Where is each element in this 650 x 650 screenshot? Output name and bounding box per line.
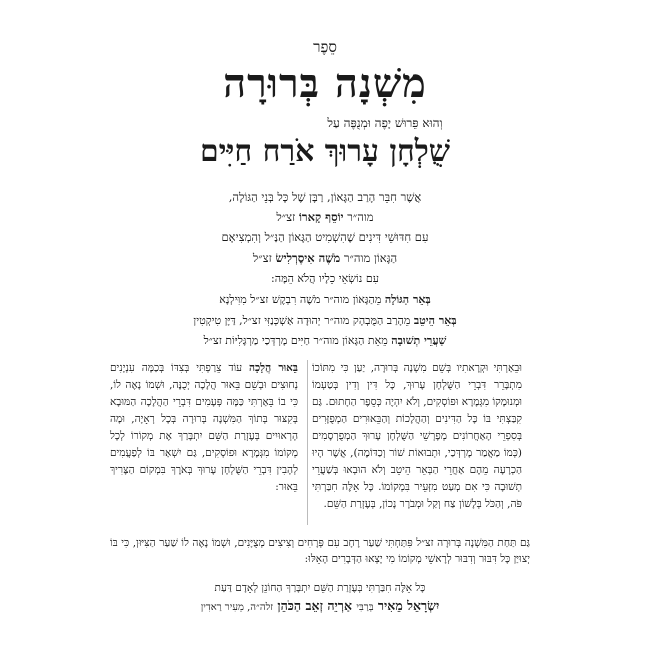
book-title: מִשְׁנָה בְּרוּרָה	[223, 60, 427, 107]
author-line-3: עִם חִדּוּשֵׁי דִּינִים שֶׁהִשְׁמִיט הַגָּאוֹן הַנַּ״ל וְהִמְצִיאָם	[221, 230, 429, 244]
author-line-2	[0, 210, 650, 224]
biur-halacha-label: בֵּאוּר הֲלָכָה	[249, 362, 298, 374]
intro-paragraph-left	[110, 360, 298, 496]
signature-mid: בְּרַבִּי	[356, 602, 374, 613]
shaar-hatziyun-paragraph: גַּם תַּחַת הַמִּשְׁנָה בְּרוּרָה זצ״ל פִּתַּחְתִּי שַׁעַר רָחָב עִם פְּרָחִים וְצִיצִים מְצֻיָּנִים, וּשְׁמוֹ נָאֶה לוֹ שַׁעַר הַצִּיּוּן, כִּי בּוֹ יְצוּיַּן כָּל דִּבּוּר וְדִבּוּר לְרָאשֵׁי מְקוֹמוֹ מִי יָצְאוּ הַדְּבָרִים הָאֵלּוּ:	[110, 537, 530, 565]
rema-suffix: זצ״ל	[252, 251, 272, 265]
commentary-author-2: מֵהָרַב הַמֻּבְהָק מוה״ר יְהוּדָה אַשְׁכְּנַזִּי זצ״ל, דַּיָּן טִיקְטִין	[193, 314, 411, 327]
closing-line: כָּל אֵלֶּה חִבַּרְתִּי בְּעֶזְרַת הַשֵּׁם יִתְבָּרַךְ הַחוֹנֵן לְאָדָם דַּעַת	[214, 582, 426, 594]
column-divider	[307, 360, 308, 525]
book-subtitle: וְהוּא פֵּרוּשׁ יָפֶה וּמְנֻפֶּה עַל	[327, 116, 443, 130]
author-signature	[90, 598, 550, 616]
commentary-line-3	[0, 334, 650, 347]
author-line-4	[0, 251, 650, 265]
author-name: יוֹסֵף קָארוֹ	[298, 210, 344, 224]
author-line-5: עִם נוֹשְׂאֵי כֵלָיו הֲלֹא הֵמָּה:	[271, 272, 379, 285]
commentary-author-3: מֵאֵת הַגָּאוֹן מוה״ר חַיִּים מָרְדְּכַי מַרְגָּלִיּוֹת זצ״ל	[203, 334, 388, 347]
signature-name: יִשְׂרָאֵל מֵאִיר	[377, 598, 440, 613]
rema-prefix: הַגָּאוֹן מוה״ר	[343, 251, 398, 265]
commentary-line-1	[0, 293, 650, 306]
author-prefix: מוה״ר	[347, 210, 374, 224]
signature-end: זלה״ה, מֵעִיר רַאדִין	[200, 602, 274, 613]
shulchan-aruch-title: שֻׁלְחָן עָרוּךְ אֹרַח חַיִּים	[199, 134, 451, 169]
biur-halacha-text: עוֹד צֵרַפְתִּי בְּצִדּוֹ בְּכַמָּה עִנְיָנִים נְחוּצִים וּבְשֵׁם בֵּאוּר הֲלָכָה יְכֻנֶּה, וּשְׁמוֹ נָאֶה לוֹ, כִּי בוֹ בֵּאַרְתִּי כַּמָּה פְּעָמִים דִּבְרֵי הַהֲלָכָה הַמּוּבָא בְּקִצּוּר בְּתוֹךְ הַמִּשְׁנָה בְּרוּרָה בְּכָל רְאָיָה, וּמָה הָרְאוּיִים בְּעֶזְרַת הַשֵּׁם יִתְבָּרַךְ אֶת מְקוֹרוֹ לְכָל מְקוֹמוֹ מִגְּמָרָא וּפוֹסְקִים, גַּם יִשְׁאַר בּוֹ לְפַעֲמִים לְהָבִין דִּבְרֵי הַשֻּׁלְחָן עָרוּךְ בְּאֹרֶךְ בִּמְקוֹם הַצָּרִיךְ בֵּאוּר:	[110, 362, 298, 493]
commentary-name-2: בְּאֵר הֵיטֵב	[413, 314, 457, 327]
commentary-name-3: שַׁעֲרֵי תְשׁוּבָה	[391, 334, 447, 347]
commentary-line-2	[0, 314, 650, 327]
sefer-heading: סֵפֶר	[313, 38, 337, 56]
intro-paragraph-right: וּבֵאַרְתִּי וּקְרָאתִיו בְּשֵׁם מִשְׁנָה בְּרוּרָה, יַעַן כִּי מִתּוֹכוֹ מִתְבָּרֵר דִּבְרֵי הַשֻּׁלְחָן עָרוּךְ, כָּל דִּין וְדִין בְּטַעְמוֹ וּמְנוּמָקוֹ מִגְּמָרָא וּפוֹסְקִים, וְלֹא יִהְיֶה כְּסֵפֶר הַחָתוּם. גַּם קִבַּצְתִּי בּוֹ כָּל הַדִּינִים וְהַהֲלָכוֹת וְהַבֵּאוּרִים הַמְפֻזָּרִים בְּסִפְרֵי הָאַחֲרוֹנִים מְפָרְשֵׁי הַשֻּׁלְחָן עָרוּךְ הַמְפֻרְסָמִים (כְּמוֹ מַאֲמַר מָרְדְּכַי, וּתְבוּאוֹת שׁוֹר וְכַדּוֹמֶה), אֲשֶׁר הָיוּ הַכְרָעָה מֵהֶם אַחֲרֵי הַבְּאֵר הֵיטֵב וְלֹא הוּבְאוּ בְּשַׁעֲרֵי תְשׁוּבָה כִּי אִם מְעַט מִזְּעֵיר בִּמְקוֹמוֹ. כָּל אֵלֶּה חִבַּרְתִּי פֹּה, וְהַכֹּל בְּלָשׁוֹן צַח וְקַל וּמְבֹרָר נָכוֹן, בְּעֶזְרַת הַשֵּׁם.	[312, 362, 522, 510]
intro-column-left	[110, 360, 298, 496]
intro-column-right	[312, 360, 522, 513]
commentary-author-1: מֵהַגָּאוֹן מוה״ר מֹשֶׁה רִבְקֶשׁ זצ״ל מִוִּילְנָא	[219, 293, 382, 306]
signature-father: אַרְיֵה זְאֵב הַכֹּהֵן	[277, 598, 352, 613]
commentary-name-1: בְּאֵר הַגּוֹלָה	[384, 293, 431, 306]
author-suffix: זצ״ל	[276, 210, 296, 224]
author-line-1: אֲשֶׁר חִבֵּר הָרַב הַגָּאוֹן, רַבָּן שֶׁל כָּל בְּנֵי הַגּוֹלָה,	[228, 190, 422, 204]
rema-name: מֹשֶׁה אִיסֶרְלִישׂ	[275, 251, 341, 265]
